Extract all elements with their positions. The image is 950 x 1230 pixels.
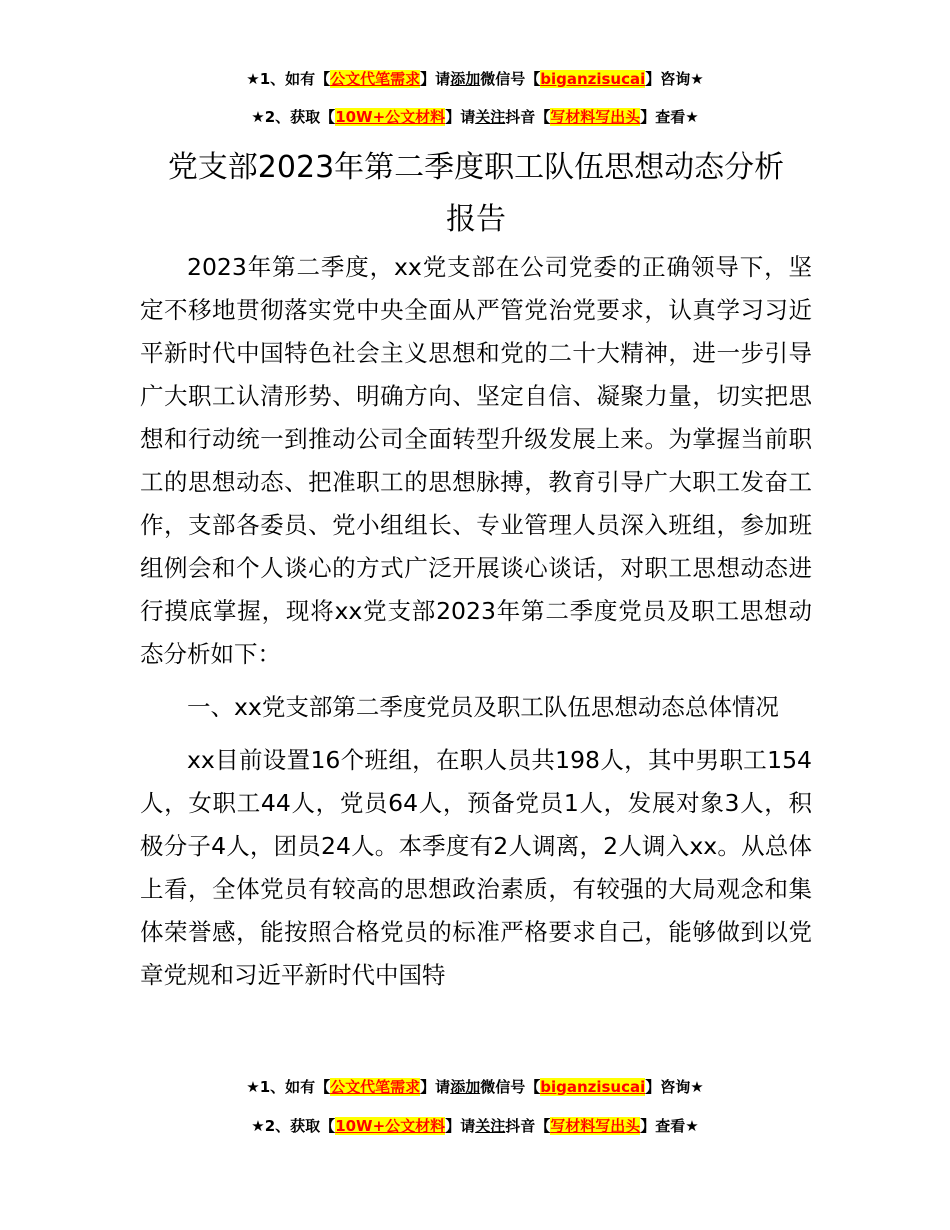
banner-highlight: 10W+公文材料 [335, 108, 446, 126]
banner-text: 】咨询★ [645, 1078, 704, 1096]
banner-highlight: 写材料写出头 [550, 1117, 641, 1135]
banner-text: 】请 [420, 1078, 451, 1096]
banner-underline: 关注 [475, 1117, 506, 1135]
banner-text: 抖音【 [505, 1117, 551, 1135]
banner-text: 】请 [445, 108, 476, 126]
banner-underline: 关注 [475, 108, 506, 126]
banner-text: 】查看★ [640, 108, 699, 126]
banner-text: 微信号【 [480, 1078, 541, 1096]
banner-underline: 添加 [450, 70, 481, 88]
title-line-2: 报告 [446, 202, 506, 237]
document-title [140, 142, 812, 246]
banner-highlight: 写材料写出头 [550, 108, 641, 126]
banner-underline: 添加 [450, 1078, 481, 1096]
banner-text: 抖音【 [505, 108, 551, 126]
section-heading-1: 一、xx党支部第二季度党员及职工队伍思想动态总体情况 [187, 693, 779, 721]
banner-text: 】查看★ [640, 1117, 699, 1135]
top-banner-line-2 [0, 106, 950, 128]
banner-highlight: biganzisucai [540, 70, 646, 88]
top-banner-line-1 [0, 68, 950, 90]
banner-text: ★2、获取【 [251, 1117, 336, 1135]
document-body [140, 246, 812, 997]
banner-text: 】请 [420, 70, 451, 88]
bottom-banner-line-1 [0, 1076, 950, 1098]
banner-text: 微信号【 [480, 70, 541, 88]
title-line-1: 党支部2023年第二季度职工队伍思想动态分析 [167, 150, 785, 185]
banner-highlight: 10W+公文材料 [335, 1117, 446, 1135]
paragraph-overview: xx目前设置16个班组，在职人员共198人，其中男职工154人，女职工44人，党员64人，预备党员1人，发展对象3人，积极分子4人，团员24人。本季度有2人调离，2人调入xx。从总体上看，全体党员有较高的思想政治素质，有较强的大局观念和集体荣誉感，能按照合格党员的标准严格要求自己，能够做到以党章党规和习近平新时代中国特 [140, 746, 812, 989]
banner-text: ★1、如有【 [246, 1078, 331, 1096]
banner-highlight: biganzisucai [540, 1078, 646, 1096]
banner-highlight: 公文代笔需求 [330, 70, 421, 88]
paragraph-intro: 2023年第二季度，xx党支部在公司党委的正确领导下，坚定不移地贯彻落实党中央全面从严管党治党要求，认真学习习近平新时代中国特色社会主义思想和党的二十大精神，进一步引导广大职工认清形势、明确方向、坚定自信、凝聚力量，切实把思想和行动统一到推动公司全面转型升级发展上来。为掌握当前职工的思想动态、把准职工的思想脉搏，教育引导广大职工发奋工作，支部各委员、党小组组长、专业管理人员深入班组，参加班组例会和个人谈心的方式广泛开展谈心谈话，对职工思想动态进行摸底掌握，现将xx党支部2023年第二季度党员及职工思想动态分析如下： [140, 253, 812, 668]
banner-text: ★1、如有【 [246, 70, 331, 88]
banner-text: 】请 [445, 1117, 476, 1135]
banner-text: ★2、获取【 [251, 108, 336, 126]
bottom-banner-line-2 [0, 1115, 950, 1137]
banner-text: 】咨询★ [645, 70, 704, 88]
banner-highlight: 公文代笔需求 [330, 1078, 421, 1096]
